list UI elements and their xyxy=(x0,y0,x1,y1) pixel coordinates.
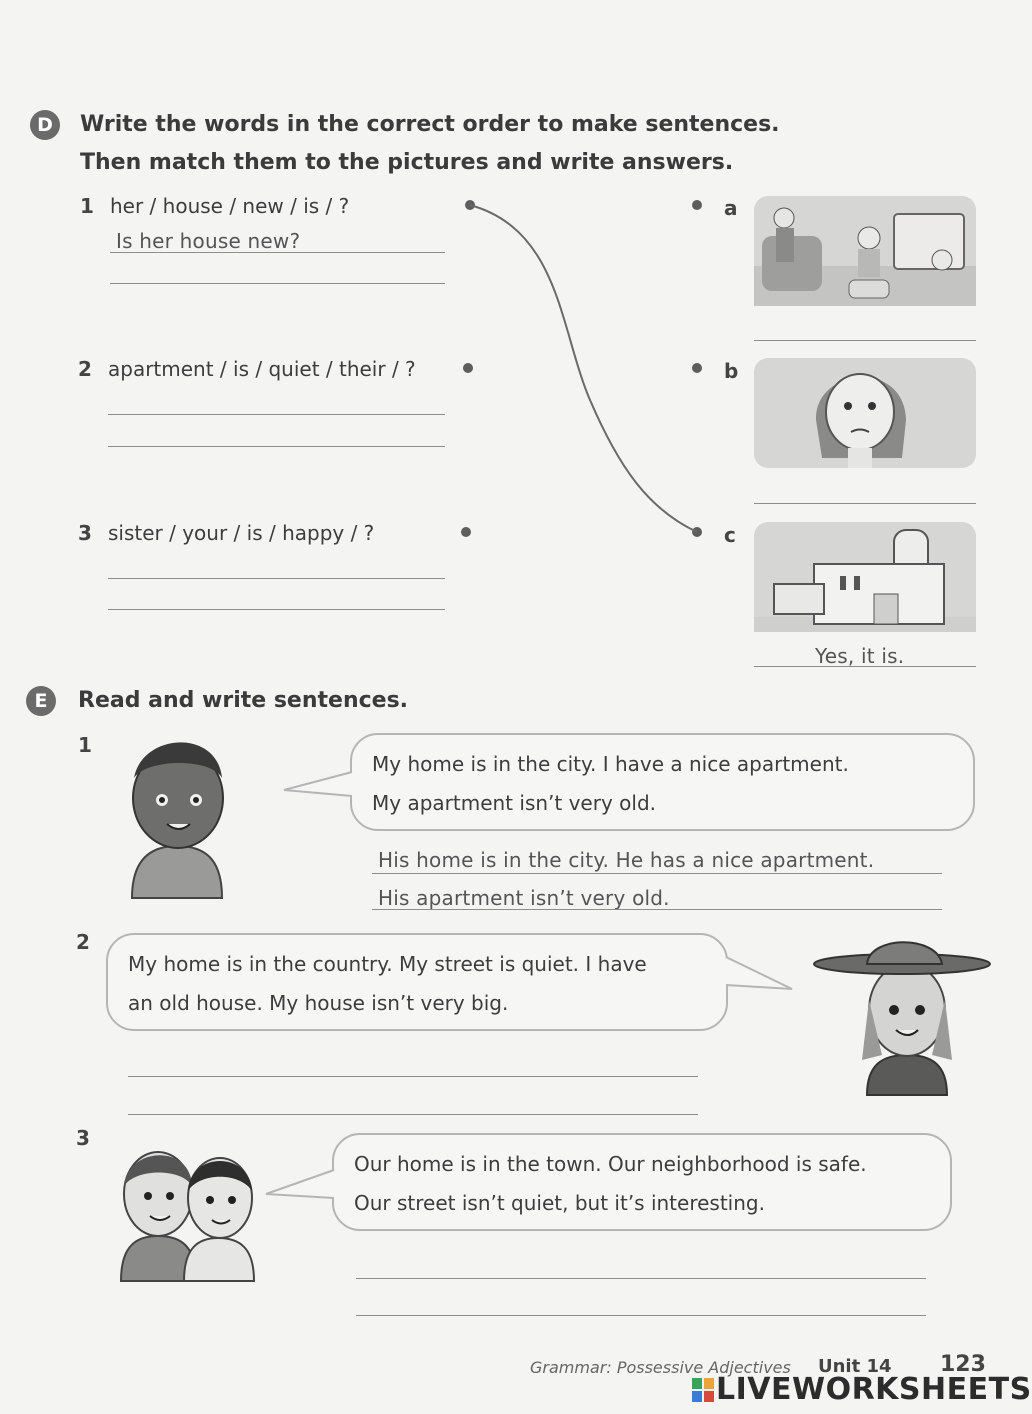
section-d-instruction-line2: Then match them to the pictures and write answers. xyxy=(80,150,734,175)
item-e3-bubble-tail xyxy=(266,1168,336,1208)
item-e2-bubble-line1: My home is in the country. My street is quiet. I have xyxy=(128,952,647,976)
item-d3-number: 3 xyxy=(78,521,92,545)
item-e3-bubble-line1: Our home is in the town. Our neighborhood is safe. xyxy=(354,1152,867,1176)
section-d-badge: D xyxy=(30,110,60,140)
item-d3-prompt: sister / your / is / happy / ? xyxy=(108,521,375,545)
liveworksheets-brand: LIVEWORKSHEETS xyxy=(716,1372,1032,1407)
answer-line xyxy=(128,1114,698,1115)
item-e1-bubble-line1: My home is in the city. I have a nice apartment. xyxy=(372,752,849,776)
picture-c-answer[interactable]: Yes, it is. xyxy=(815,644,905,668)
girl-with-hat-avatar xyxy=(812,930,992,1100)
page-number: 123 xyxy=(940,1352,986,1377)
answer-line xyxy=(356,1278,926,1279)
item-d2-prompt: apartment / is / quiet / their / ? xyxy=(108,357,416,381)
item-d1-number: 1 xyxy=(80,194,94,218)
section-e-badge: E xyxy=(26,686,56,716)
section-d-instruction-line1: Write the words in the correct order to make sentences. xyxy=(80,112,780,137)
item-e2-number: 2 xyxy=(76,930,90,954)
item-e3-number: 3 xyxy=(76,1126,90,1150)
item-e1-number: 1 xyxy=(78,733,92,757)
item-e1-answer-line1[interactable]: His home is in the city. He has a nice apartment. xyxy=(378,848,875,872)
item-e2-bubble-line2: an old house. My house isn’t very big. xyxy=(128,991,509,1015)
liveworksheets-logo-icon xyxy=(692,1378,714,1402)
boy-avatar xyxy=(122,728,242,908)
item-d1-answer[interactable]: Is her house new? xyxy=(116,229,301,253)
house-illustration xyxy=(754,522,976,632)
picture-a-answer-line xyxy=(754,340,976,341)
item-d2-number: 2 xyxy=(78,357,92,381)
picture-b-girl xyxy=(754,358,976,468)
answer-line xyxy=(372,873,942,874)
item-d1-prompt: her / house / new / is / ? xyxy=(110,194,350,218)
footer-unit: Unit 14 xyxy=(818,1356,892,1377)
item-e3-bubble-line2: Our street isn’t quiet, but it’s interesting. xyxy=(354,1191,765,1215)
living-room-illustration xyxy=(754,196,976,306)
item-e2-bubble-tail xyxy=(724,955,794,995)
picture-a-living-room xyxy=(754,196,976,306)
footer-topic: Grammar: Possessive Adjectives xyxy=(530,1358,791,1377)
picture-c-house xyxy=(754,522,976,632)
section-e-instruction: Read and write sentences. xyxy=(78,688,409,713)
picture-letter-a: a xyxy=(724,196,738,220)
item-e1-speech-bubble xyxy=(350,733,975,831)
item-e1-bubble-tail xyxy=(284,770,354,800)
item-e2-speech-bubble xyxy=(106,933,728,1031)
item-e1-answer-line2[interactable]: His apartment isn’t very old. xyxy=(378,886,670,910)
girl-illustration xyxy=(754,358,976,468)
answer-line xyxy=(356,1315,926,1316)
item-e1-bubble-line2: My apartment isn’t very old. xyxy=(372,791,656,815)
two-children-avatar xyxy=(116,1136,266,1286)
answer-line xyxy=(128,1076,698,1077)
picture-letter-b: b xyxy=(724,359,739,383)
item-e3-speech-bubble xyxy=(332,1133,952,1231)
picture-letter-c: c xyxy=(724,523,736,547)
picture-b-answer-line xyxy=(754,503,976,504)
answer-line xyxy=(372,909,942,910)
